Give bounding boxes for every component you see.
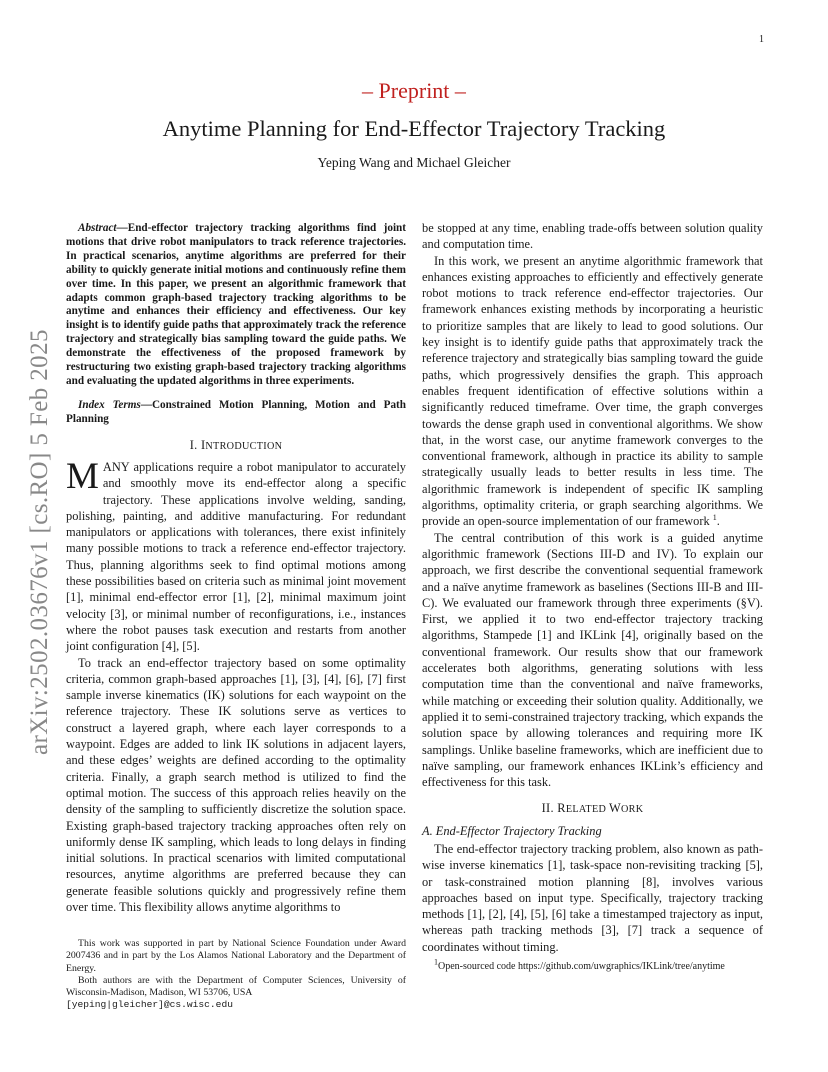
arxiv-id: arXiv:2502.03676v1 [cs.RO] 5 Feb 2025 [26,329,53,755]
footnote-funding: This work was supported in part by National Science Foundation under Award 2007436 and in part by the Los Alamos National Laboratory and the Department of Energy. [66,938,406,974]
right-column [422,220,763,973]
body-paragraph-central: The central contribution of this work is a guided anytime algorithmic framework (Sections III-D and IV). To explain our approach, we first describe the conventional sequential framework and a naïve anytime framework as baselines (Sections III-B and III-C). We evaluated our framework through three experiments (§V). First, we applied it to two end-effector trajectory tracking algorithms, Stampede [1] and IKLink [4], originally based on the conventional framework. Our results show that our framework accelerates both algorithms, generating solutions with less computation time than the conventional and naïve frameworks, while matching or exceeding their solution quality. Additionally, we applied it to semi-constrained trajectory tracking, which expands the solution space by allowing tolerances and requiring more IK samplings. Unlike baseline frameworks, which are inefficient due to naïve sampling, our framework enhances IKLink’s efficiency and effectiveness for this task. [422,530,763,790]
section-heading-introduction: I. INTRODUCTION [189,437,283,452]
paper-title: Anytime Planning for End-Effector Trajectory Tracking [162,116,666,141]
footnote-affiliation: Both authors are with the Department of Computer Sciences, University of Wisconsin-Madison, Madison, WI 53706, USA [66,974,406,999]
drop-cap: M [66,455,99,497]
intro-paragraph-2: To track an end-effector trajectory based on some optimality criteria, common graph-based approaches [1], [3], [4], [6], [7] first sample inverse kinematics (IK) solutions for each waypoint on the reference trajectory. These IK solutions serve as vertices to construct a layered graph, where each layer corresponds to a waypoint. Edges are added to link IK solutions in adjacent layers, and these edges’ weights are defined according to the optimality criteria. Finally, a graph search method is utilized to find the optimal motion. The success of this approach relies heavily on the density of the sampling to sufficiently discretize the solution space. Existing graph-based trajectory tracking approaches often rely on uniformly dense IK sampling, which leads to long delays in finding initial solutions. In practical scenarios with limited computational resources, anytime algorithms are preferred because they can generate feasible solutions quickly and progressively refine them over time. This flexibility allows anytime algorithms to [66,655,406,914]
intro-paragraph-1: MANY applications require a robot manipulator to accurately and smoothly move its end-effector along a specific trajectory. These applications involve welding, sanding, polishing, painting, and additive manufacturing. For redundant manipulators or applications with tolerances, there exist infinitely many possible motions to track a reference end-effector trajectory. Thus, planning algorithms seek to find optimal motions among these possibilities based on criteria such as minimal joint movement [1], minimal end-effector error [1], [2], minimal maximum joint velocity [3], or minimal number of reconfigurations, i.e., instances where the robot pauses task execution and restarts from another joint configuration [4], [5]. [66,455,406,654]
subsection-heading: A. End-Effector Trajectory Tracking [422,823,602,838]
page-number: 1 [759,34,764,45]
author-email: [yeping|gleicher]@cs.wisc.edu [66,999,233,1011]
body-paragraph-contribution: In this work, we present an anytime algorithmic framework that enhances existing approaches to efficiently and effectively generate robot motions to track reference end-effector trajectories. Our framework enhances existing methods by incorporating a heuristic to prioritize samples that are likely to lead to good solutions. Our key insight is to identify guide paths that approximately track the reference trajectory and strategically bias sampling toward the guide paths, which progressively densifies the graph. This approach enables frequent identification of effective solutions within a significantly reduced timeframe. Over time, the graph converges towards the dense graph used in conventional algorithms. We show that, in the worst case, our anytime framework converges to the conventional framework, although in practice its ability to sample strategically usually leads to better results in less time. The algorithmic framework is independent of specific IK sampling algorithms, optimality criteria, or graph searching algorithms. We provide an open-source implementation of our framework $^1$. [422,253,763,529]
left-column [66,222,406,915]
abstract-text: —End-effector trajectory tracking algorithms find joint motions that drive robot manipulators to track reference trajectories. In practical scenarios, anytime algorithms are preferred for their ability to quickly generate initial motions and continuously refine them over time. In this paper, we present an algorithmic framework that adapts common graph-based trajectory tracking algorithms to be anytime and enhances their efficiency and effectiveness. Our key insight is to identify guide paths that approximately track the reference trajectory and strategically bias sampling toward the guide paths. We demonstrate the effectiveness of the proposed framework by restructuring two existing graph-based trajectory tracking algorithms and evaluating the updated algorithms in three experiments. [66,222,406,387]
index-terms-text: —Constrained Motion Planning, Motion and Path Planning [66,398,406,425]
index-terms [66,399,406,427]
index-terms-label: Index Terms [78,398,141,411]
body-paragraph-continued: be stopped at any time, enabling trade-offs between solution quality and computation time. [422,221,763,252]
abstract [66,222,406,389]
related-work-paragraph: The end-effector trajectory tracking problem, also known as path-wise inverse kinematics [1], task-space non-revisiting tracking [5], or task-constrained motion planning [8], involves various approaches based on input type. Specifically, trajectory tracking methods [1], [2], [4], [5], [6] take a timestamped trajectory as input, whereas path tracking methods [3], [7] track a sequence of coordinates without timing. [422,841,763,954]
footnotes [66,938,406,1012]
section-heading-related-work: II. RELATED WORK [541,801,644,816]
paper-authors: Yeping Wang and Michael Gleicher [317,155,511,170]
footnote-code: $^1$Open-sourced code https://github.com/uwgraphics/IKLink/tree/anytime [434,957,725,973]
preprint-label: – Preprint – [362,78,466,103]
abstract-label: Abstract [78,222,117,234]
footnote-marker: 1 [712,513,717,523]
